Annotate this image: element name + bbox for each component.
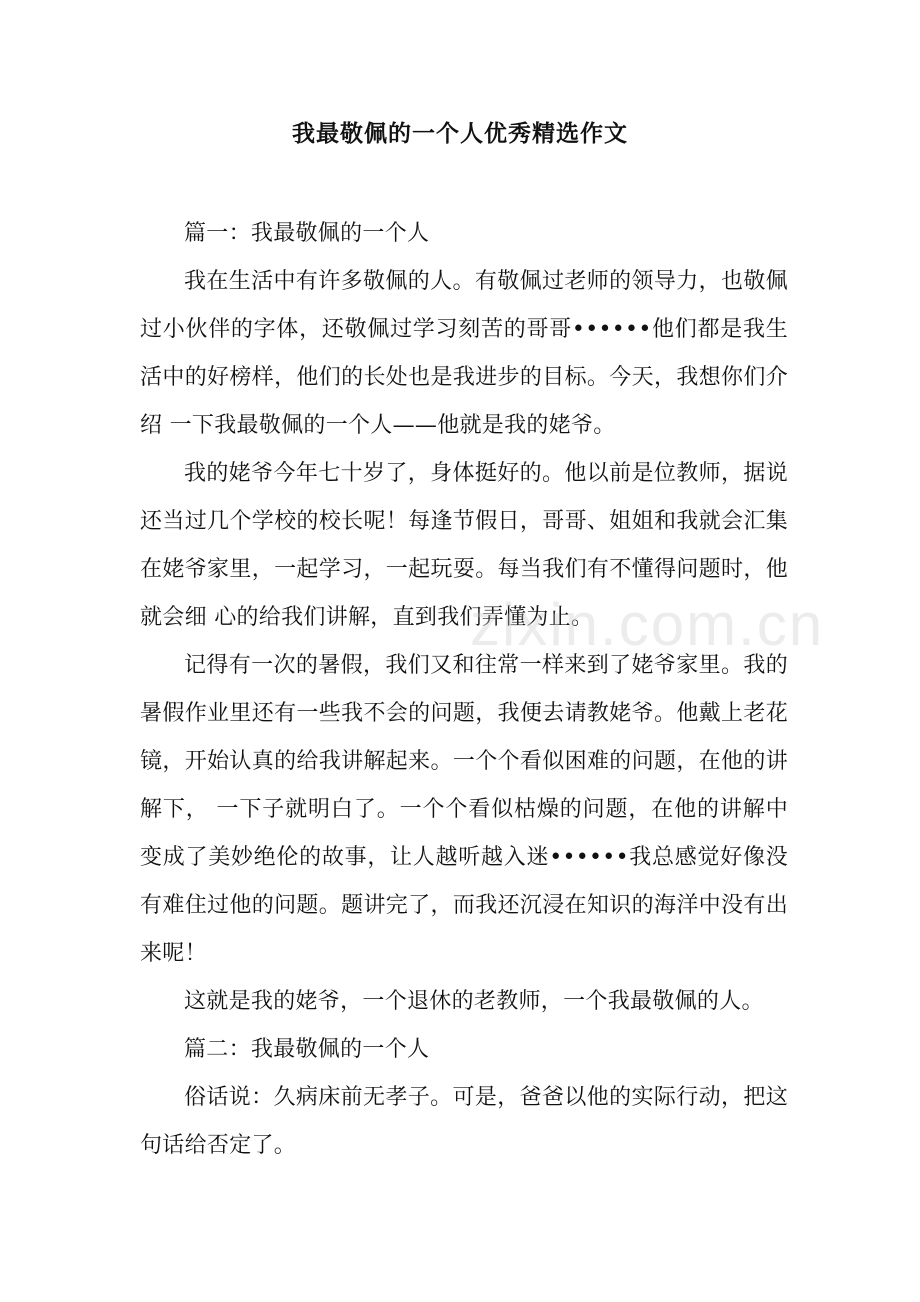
- paragraph: 我在生活中有许多敬佩的人。有敬佩过老师的领导力，也敬佩过小伙伴的字体，还敬佩过学习刻苦的哥哥••••••他们都是我生活中的好榜样，他们的长处也是我进步的目标。今天，我想你们介绍 一下我最敬佩的一个人——他就是我的姥爷。: [140, 269, 788, 438]
- section-heading-1: 篇一：我最敬佩的一个人: [184, 221, 430, 246]
- document-body: [140, 210, 788, 1170]
- section-heading-2: 篇二：我最敬佩的一个人: [184, 1037, 430, 1062]
- paragraph: 俗话说：久病床前无孝子。可是，爸爸以他的实际行动，把这句话给否定了。: [140, 1085, 788, 1158]
- paragraph: 我的姥爷今年七十岁了，身体挺好的。他以前是位教师，据说还当过几个学校的校长呢！每逢节假日，哥哥、姐姐和我就会汇集在姥爷家里，一起学习，一起玩耍。每当我们有不懂得问题时，他就会细 心的给我们讲解，直到我们弄懂为止。: [140, 461, 788, 630]
- paragraph: 这就是我的姥爷，一个退休的老教师，一个我最敬佩的人。: [184, 989, 764, 1014]
- paragraph: 记得有一次的暑假，我们又和往常一样来到了姥爷家里。我的暑假作业里还有一些我不会的问题，我便去请教姥爷。他戴上老花镜，开始认真的给我讲解起来。一个个看似困难的问题，在他的讲解下， 一下子就明白了。一个个看似枯燥的问题，在他的讲解中变成了美妙绝伦的故事，让人越听越入迷••••••我总感觉好像没有难住过他的问题。题讲完了，而我还沉浸在知识的海洋中没有出来呢！: [140, 653, 788, 966]
- watermark: zixin.com.cn: [470, 591, 825, 658]
- document-title: 我最敬佩的一个人优秀精选作文: [292, 120, 628, 147]
